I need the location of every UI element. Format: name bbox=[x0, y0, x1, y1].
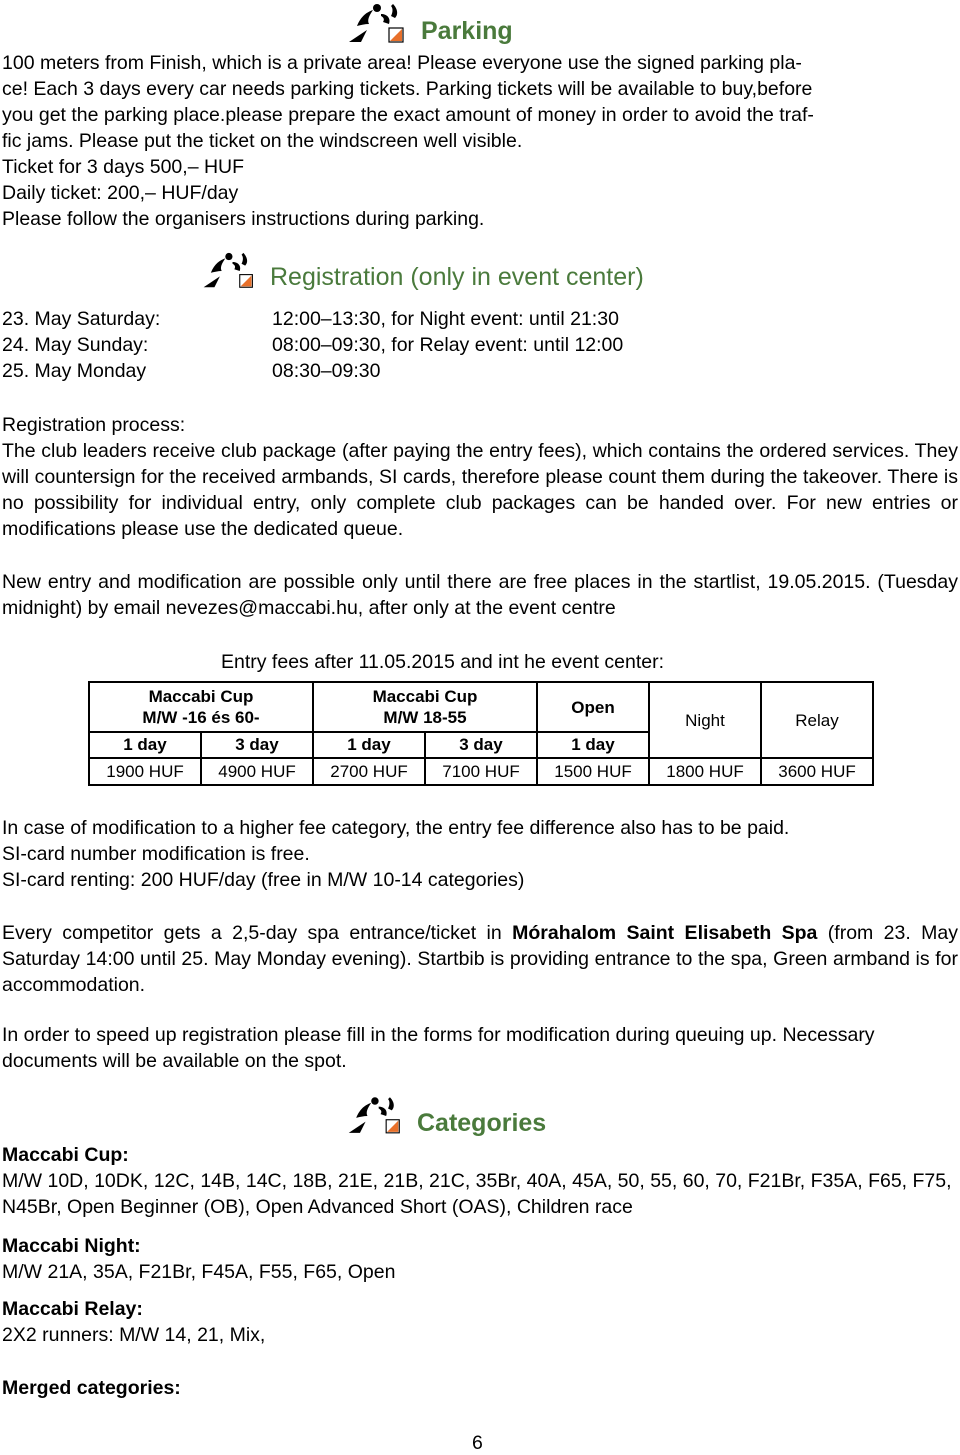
schedule-time: 12:00–13:30, for Night event: until 21:30 bbox=[272, 308, 619, 330]
parking-line-3: you get the parking place.please prepare the exact amount of money in order to avoid the traf- bbox=[2, 104, 814, 126]
price-cell: 1500 HUF bbox=[537, 758, 649, 785]
header-cup-youth-line2: M/W -16 és 60- bbox=[142, 708, 260, 727]
price-cell: 3600 HUF bbox=[761, 758, 873, 785]
parking-title: Parking bbox=[421, 17, 513, 45]
schedule-day: 24. May Sunday: bbox=[2, 334, 149, 356]
price-cell: 2700 HUF bbox=[313, 758, 425, 785]
registration-process-text: The club leaders receive club package (after paying the entry fees), which contains the ordered services. They will countersign for the received armbands, SI cards, therefore please count them during the takeover. There is no possibility for individual entry, only complete club packages can be handed over. For new entries or modifications please use the dedicated queue. bbox=[2, 440, 958, 540]
duration-cell: 1 day bbox=[537, 732, 649, 758]
maccabi-cup-categories: M/W 10D, 10DK, 12C, 14B, 14C, 18B, 21E, 21B, 21C, 35Br, 40A, 45A, 50, 55, 60, 70, F21Br, F35A, F65, F75, N45Br, Open Beginner (OB), Open Advanced Short (OAS), Children race bbox=[2, 1170, 952, 1218]
parking-line-1: 100 meters from Finish, which is a private area! Please everyone use the signed parking pla- bbox=[2, 52, 802, 74]
table-row bbox=[89, 682, 873, 732]
header-cup-adult bbox=[313, 682, 537, 732]
parking-ticket-3days: Ticket for 3 days 500,– HUF bbox=[2, 156, 245, 178]
header-cup-adult-line1: Maccabi Cup bbox=[372, 687, 478, 706]
note-fee-difference: In case of modification to a higher fee category, the entry fee difference also has to be paid. bbox=[2, 817, 790, 839]
header-cup-adult-line2: M/W 18-55 bbox=[383, 708, 467, 727]
spa-name: Mórahalom Saint Elisabeth Spa bbox=[512, 922, 818, 944]
maccabi-relay-label: Maccabi Relay: bbox=[2, 1298, 143, 1320]
speedup-paragraph: In order to speed up registration please fill in the forms for modification during queuing up. Necessary documents will be available on the spot. bbox=[2, 1024, 875, 1072]
note-si-renting: SI-card renting: 200 HUF/day (free in M/W 10-14 categories) bbox=[2, 869, 525, 891]
maccabi-cup-label: Maccabi Cup: bbox=[2, 1144, 129, 1166]
orienteering-runner-icon bbox=[345, 2, 407, 46]
note-si-modification: SI-card number modification is free. bbox=[2, 843, 310, 865]
schedule-day: 23. May Saturday: bbox=[2, 308, 161, 330]
maccabi-night-categories: M/W 21A, 35A, F21Br, F45A, F55, F65, Open bbox=[2, 1261, 396, 1283]
spa-text-before: Every competitor gets a 2,5-day spa entrance/ticket in bbox=[2, 922, 513, 944]
schedule-time: 08:00–09:30, for Relay event: until 12:00 bbox=[272, 334, 624, 356]
price-cell: 1800 HUF bbox=[649, 758, 761, 785]
orienteering-runner-icon bbox=[200, 250, 256, 292]
spa-text-after: (from 23. May Saturday 14:00 until 25. May Monday evening). Startbib is providing entrance to the spa, Green armband is for accommodation. bbox=[2, 922, 958, 996]
spa-paragraph bbox=[2, 920, 958, 998]
header-open: Open bbox=[537, 682, 649, 732]
price-cell: 1900 HUF bbox=[89, 758, 201, 785]
orienteering-runner-icon bbox=[345, 1094, 403, 1138]
registration-process-label: Registration process: bbox=[2, 414, 186, 436]
parking-ticket-daily: Daily ticket: 200,– HUF/day bbox=[2, 182, 239, 204]
duration-cell: 3 day bbox=[425, 732, 537, 758]
categories-title: Categories bbox=[417, 1109, 547, 1137]
merged-categories-label: Merged categories: bbox=[2, 1377, 181, 1399]
parking-line-2: ce! Each 3 days every car needs parking tickets. Parking tickets will be available to buy,before bbox=[2, 78, 813, 100]
parking-heading bbox=[345, 2, 513, 46]
price-cell: 7100 HUF bbox=[425, 758, 537, 785]
duration-cell: 3 day bbox=[201, 732, 313, 758]
duration-cell: 1 day bbox=[313, 732, 425, 758]
fees-caption: Entry fees after 11.05.2015 and int he event center: bbox=[221, 651, 665, 673]
parking-line-4: fic jams. Please put the ticket on the windscreen well visible. bbox=[2, 130, 523, 152]
entry-fees-table bbox=[88, 681, 874, 786]
table-row bbox=[89, 758, 873, 785]
registration-title: Registration (only in event center) bbox=[270, 263, 644, 291]
schedule-day: 25. May Monday bbox=[2, 360, 147, 382]
price-cell: 4900 HUF bbox=[201, 758, 313, 785]
page-number: 6 bbox=[472, 1432, 483, 1454]
new-entry-text: New entry and modification are possible only until there are free places in the startlist, 19.05.2015. (Tuesday midnight) by email nevezes@maccabi.hu, after only at the event centre bbox=[2, 571, 958, 619]
registration-heading bbox=[200, 250, 644, 292]
duration-cell: 1 day bbox=[89, 732, 201, 758]
header-cup-youth-line1: Maccabi Cup bbox=[148, 687, 254, 706]
schedule-time: 08:30–09:30 bbox=[272, 360, 381, 382]
maccabi-night-label: Maccabi Night: bbox=[2, 1235, 141, 1257]
header-cup-youth bbox=[89, 682, 313, 732]
maccabi-relay-categories: 2X2 runners: M/W 14, 21, Mix, bbox=[2, 1324, 266, 1346]
categories-heading bbox=[345, 1094, 546, 1138]
parking-instructions: Please follow the organisers instructions during parking. bbox=[2, 208, 485, 230]
header-relay: Relay bbox=[761, 682, 873, 758]
header-night: Night bbox=[649, 682, 761, 758]
